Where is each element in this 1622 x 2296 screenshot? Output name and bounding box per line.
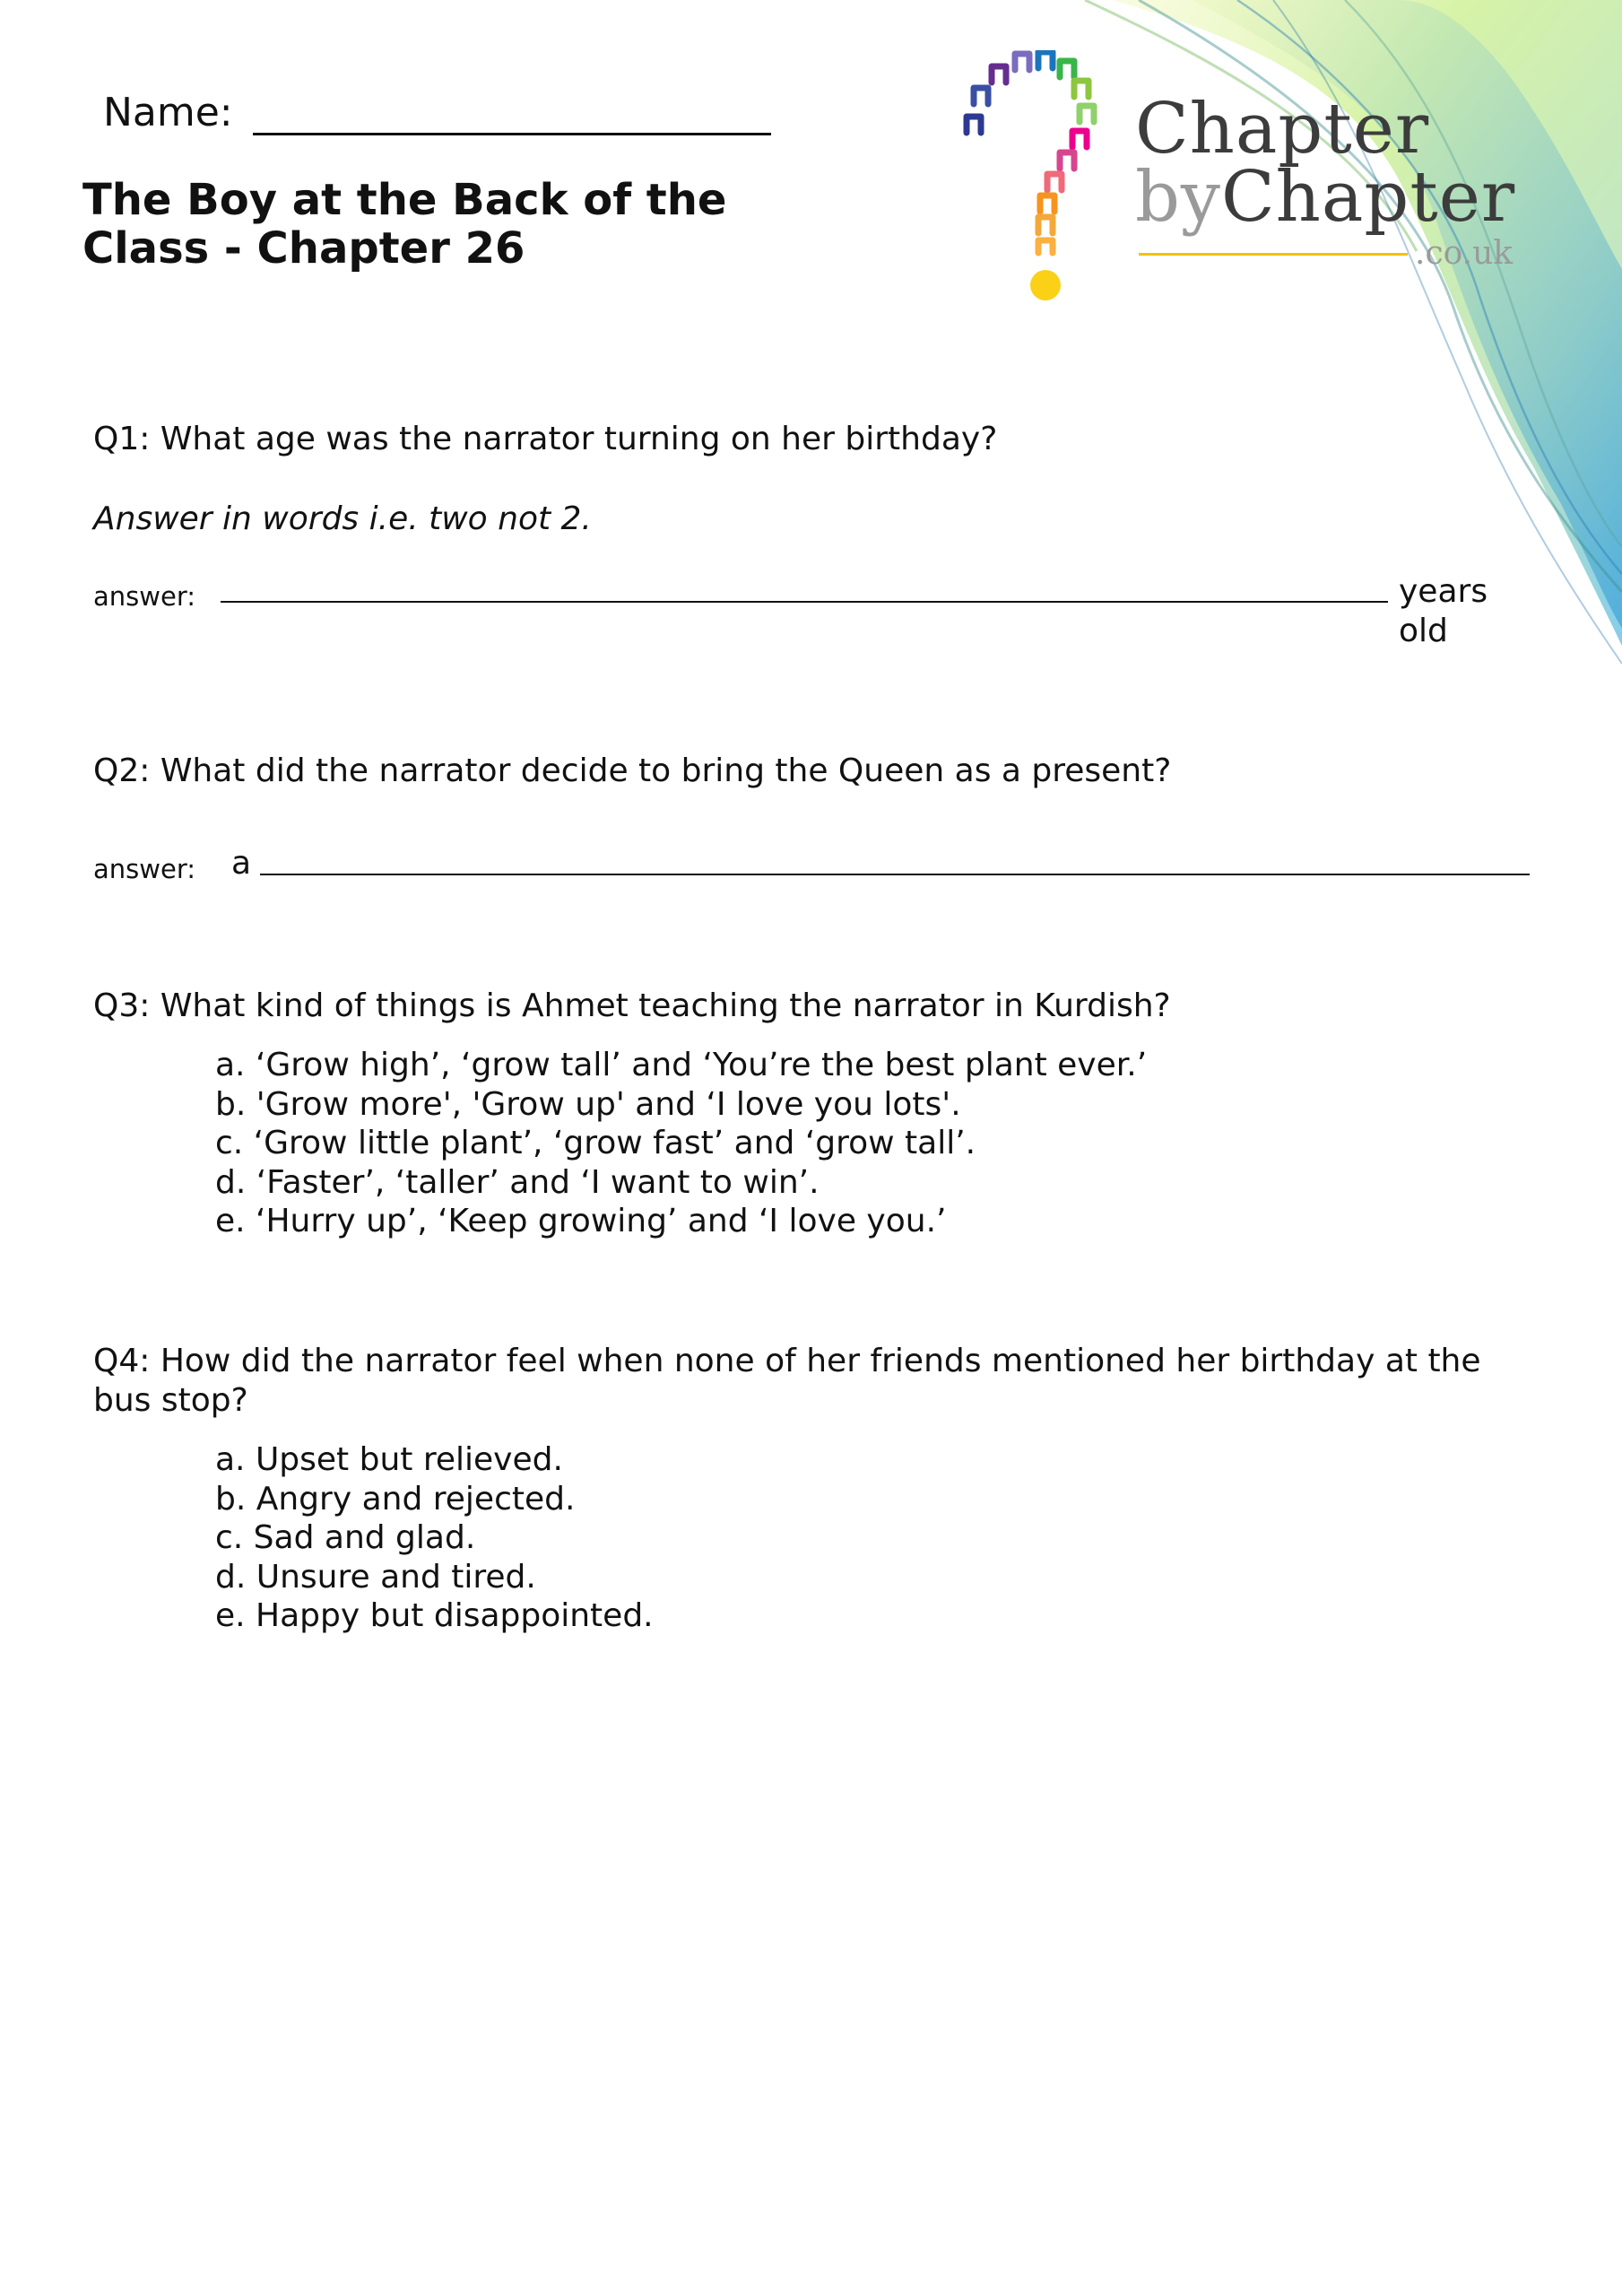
question-2-answer-label: answer:: [93, 854, 196, 884]
logo-underline: [1139, 253, 1408, 256]
page-title: The Boy at the Back of the Class - Chapter 26: [82, 175, 727, 274]
question-3-option-c[interactable]: c. ‘Grow little plant’, ‘grow fast’ and ‘grow tall’.: [215, 1125, 976, 1161]
question-1-suffix-years: years: [1399, 573, 1488, 610]
question-1-answer-line[interactable]: [221, 601, 1388, 603]
question-3-options: [215, 1046, 1147, 1241]
question-1-suffix: [1399, 572, 1488, 651]
logo-domain: .co.uk: [1415, 235, 1514, 272]
question-3-option-b[interactable]: b. 'Grow more', 'Grow up' and ‘I love you lots'.: [215, 1085, 961, 1123]
question-2-answer-line[interactable]: [260, 874, 1530, 875]
question-4-option-a[interactable]: a. Upset but relieved.: [215, 1441, 563, 1478]
question-2-prefix: a: [231, 845, 252, 882]
question-3-text: Q3: What kind of things is Ahmet teaching the narrator in Kurdish?: [93, 987, 1171, 1024]
question-3-option-a[interactable]: a. ‘Grow high’, ‘grow tall’ and ‘You’re the best plant ever.’: [215, 1047, 1148, 1083]
question-1-answer-label: answer:: [93, 581, 196, 612]
question-2-text: Q2: What did the narrator decide to bring the Queen as a present?: [93, 752, 1172, 789]
logo-text-chapter-2: Chapter: [1221, 157, 1516, 238]
question-1-suffix-old: old: [1399, 613, 1448, 649]
question-3-option-d[interactable]: d. ‘Faster’, ‘taller’ and ‘I want to win’.: [215, 1163, 820, 1201]
question-1-note: Answer in words i.e. two not 2.: [93, 500, 592, 537]
question-4-options: [215, 1440, 654, 1636]
question-4-option-b[interactable]: b. Angry and rejected.: [215, 1480, 576, 1518]
name-label: Name:: [103, 90, 233, 135]
question-1-text: Q1: What age was the narrator turning on her birthday?: [93, 421, 998, 457]
name-input-line[interactable]: [253, 90, 771, 135]
logo-text-chapter: Chapter: [1135, 89, 1430, 170]
logo-text-bychapter: [1135, 157, 1516, 238]
question-mark-books-icon: [959, 50, 1121, 310]
name-row: [103, 90, 771, 135]
question-4-option-e[interactable]: e. Happy but disappointed.: [215, 1597, 654, 1634]
question-4-option-c[interactable]: c. Sad and glad.: [215, 1519, 476, 1556]
question-3-option-e[interactable]: e. ‘Hurry up’, ‘Keep growing’ and ‘I love you.’: [215, 1203, 947, 1239]
question-4-option-d[interactable]: d. Unsure and tired.: [215, 1558, 536, 1596]
logo-text-by: by: [1135, 157, 1221, 238]
question-4-text: Q4: How did the narrator feel when none of her friends mentioned her birthday at the bus stop?: [93, 1343, 1481, 1419]
